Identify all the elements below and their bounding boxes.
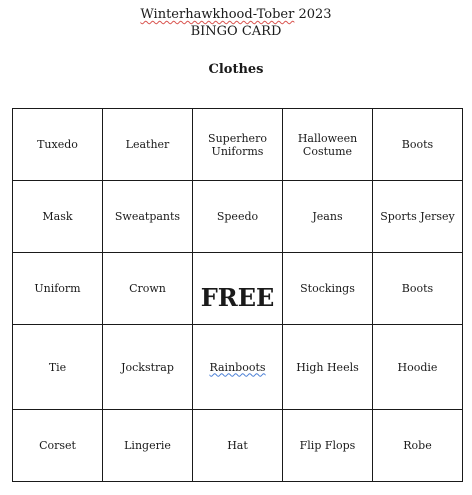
board-row [13, 253, 463, 325]
bingo-cell: Crown [103, 253, 193, 325]
bingo-cell: Sweatpants [103, 181, 193, 253]
bingo-cell [193, 325, 283, 410]
bingo-cell-text: Rainboots [209, 360, 266, 374]
bingo-cell: Speedo [193, 181, 283, 253]
bingo-cell: Robe [373, 410, 463, 482]
bingo-cell: Corset [13, 410, 103, 482]
bingo-cell: Tuxedo [13, 109, 103, 181]
card-header [0, 6, 472, 40]
bingo-cell: Boots [373, 109, 463, 181]
board-row [13, 325, 463, 410]
bingo-cell: Mask [13, 181, 103, 253]
title-line [0, 6, 472, 23]
board-row [13, 410, 463, 482]
bingo-cell: Halloween Costume [283, 109, 373, 181]
bingo-cell: Uniform [13, 253, 103, 325]
category-title: Clothes [208, 62, 264, 77]
bingo-cell: Hat [193, 410, 283, 482]
board-row [13, 181, 463, 253]
bingo-cell: Jockstrap [103, 325, 193, 410]
bingo-board [12, 108, 463, 482]
bingo-cell: Hoodie [373, 325, 463, 410]
free-space-label: FREE [200, 282, 275, 312]
bingo-cell: Lingerie [103, 410, 193, 482]
event-name: Winterhawkhood-Tober [140, 7, 295, 22]
bingo-cell: Superhero Uniforms [193, 109, 283, 181]
bingo-cell: Sports Jersey [373, 181, 463, 253]
bingo-cell: Jeans [283, 181, 373, 253]
bingo-cell: Leather [103, 109, 193, 181]
bingo-cell: Stockings [283, 253, 373, 325]
board-row [13, 109, 463, 181]
bingo-cell: High Heels [283, 325, 373, 410]
bingo-cell: Flip Flops [283, 410, 373, 482]
bingo-cell: Boots [373, 253, 463, 325]
event-year: 2023 [298, 7, 332, 22]
bingo-card-label: BINGO CARD [190, 24, 282, 39]
bingo-cell: Tie [13, 325, 103, 410]
free-cell [193, 253, 283, 325]
